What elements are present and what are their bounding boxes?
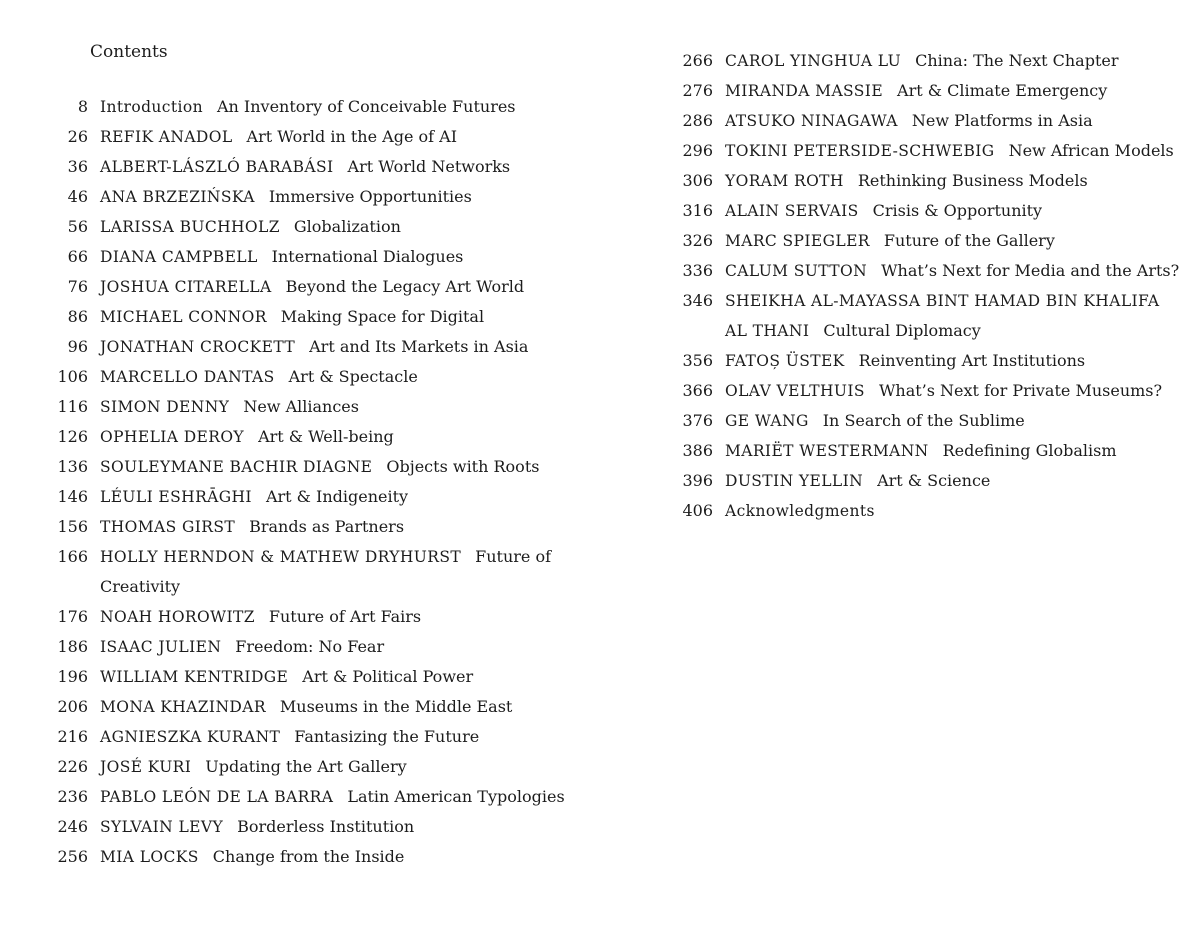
entry-text xyxy=(100,512,600,542)
toc-entry xyxy=(40,242,600,272)
author-name: SIMON DENNY xyxy=(100,398,230,416)
page-number: 326 xyxy=(682,231,713,250)
page-title: Contents xyxy=(90,42,168,62)
page-number: 186 xyxy=(57,637,88,656)
page-number: 156 xyxy=(57,517,88,536)
author-name: ALBERT-LÁSZLÓ BARABÁSI xyxy=(100,158,334,176)
toc-entry xyxy=(40,512,600,542)
toc-entry xyxy=(665,376,1185,406)
page-number: 66 xyxy=(67,247,88,266)
page-number: 366 xyxy=(682,381,713,400)
author-name: ISAAC JULIEN xyxy=(100,638,222,656)
author-name: REFIK ANADOL xyxy=(100,128,233,146)
author-name: SHEIKHA AL-MAYASSA BINT HAMAD BIN KHALIFA AL THANI xyxy=(725,292,1160,340)
page-number: 96 xyxy=(67,337,88,356)
entry-text xyxy=(100,452,600,482)
author-name: MIRANDA MASSIE xyxy=(725,82,884,100)
toc-entry xyxy=(40,302,600,332)
entry-text xyxy=(725,466,1185,496)
author-name: CAROL YINGHUA LU xyxy=(725,52,902,70)
chapter-title: Cultural Diplomacy xyxy=(823,321,981,340)
chapter-title: In Search of the Sublime xyxy=(822,411,1025,430)
entry-text xyxy=(725,46,1185,76)
toc-entry xyxy=(40,482,600,512)
chapter-title: Globalization xyxy=(293,217,401,236)
toc-entry xyxy=(40,542,600,602)
chapter-title: Art & Well-being xyxy=(258,427,394,446)
author-name: JOSÉ KURI xyxy=(100,758,192,776)
entry-text xyxy=(100,332,600,362)
author-name: SOULEYMANE BACHIR DIAGNE xyxy=(100,458,373,476)
chapter-title: Latin American Typologies xyxy=(347,787,565,806)
entry-text xyxy=(100,422,600,452)
page-number: 376 xyxy=(682,411,713,430)
page-number: 166 xyxy=(57,547,88,566)
toc-entry xyxy=(665,436,1185,466)
author-name: NOAH HOROWITZ xyxy=(100,608,255,626)
entry-text xyxy=(100,812,600,842)
chapter-title: Reinventing Art Institutions xyxy=(858,351,1086,370)
chapter-title: Museums in the Middle East xyxy=(279,697,513,716)
author-name: SYLVAIN LEVY xyxy=(100,818,224,836)
chapter-title: What’s Next for Media and the Arts? xyxy=(881,261,1180,280)
chapter-title: New Alliances xyxy=(243,397,359,416)
author-name: LARISSA BUCHHOLZ xyxy=(100,218,280,236)
author-name: Introduction xyxy=(100,98,203,116)
page-number: 36 xyxy=(67,157,88,176)
toc-entry xyxy=(40,182,600,212)
toc-entry xyxy=(40,632,600,662)
toc-entry xyxy=(665,286,1185,346)
toc-entry xyxy=(40,722,600,752)
page-number: 106 xyxy=(57,367,88,386)
entry-text xyxy=(100,632,600,662)
chapter-title: Change from the Inside xyxy=(212,847,405,866)
author-name: LÉULI ESHRĀGHI xyxy=(100,488,252,506)
page-number: 246 xyxy=(57,817,88,836)
chapter-title: Art & Science xyxy=(877,471,991,490)
toc-entry xyxy=(665,196,1185,226)
author-name: MARIËT WESTERMANN xyxy=(725,442,929,460)
toc-entry xyxy=(40,422,600,452)
entry-text xyxy=(100,212,600,242)
entry-text xyxy=(100,602,600,632)
page-number: 336 xyxy=(682,261,713,280)
toc-column-right xyxy=(665,46,1185,526)
author-name: FATOȘ ÜSTEK xyxy=(725,352,845,370)
author-name: ATSUKO NINAGAWA xyxy=(725,112,898,130)
toc-entry xyxy=(40,842,600,872)
entry-text xyxy=(100,92,600,122)
page-number: 396 xyxy=(682,471,713,490)
chapter-title: New African Models xyxy=(1008,141,1174,160)
author-name: MARCELLO DANTAS xyxy=(100,368,275,386)
author-name: GE WANG xyxy=(725,412,809,430)
author-name: JONATHAN CROCKETT xyxy=(100,338,296,356)
entry-text xyxy=(725,286,1185,346)
entry-text xyxy=(100,752,600,782)
page-number: 296 xyxy=(682,141,713,160)
entry-text xyxy=(725,226,1185,256)
page-number: 56 xyxy=(67,217,88,236)
toc-entry xyxy=(665,496,1185,526)
toc-entry xyxy=(665,466,1185,496)
toc-entry xyxy=(665,166,1185,196)
chapter-title: Art World Networks xyxy=(347,157,511,176)
author-name: MONA KHAZINDAR xyxy=(100,698,266,716)
entry-text xyxy=(100,542,600,602)
toc-entry xyxy=(665,76,1185,106)
toc-entry xyxy=(40,782,600,812)
toc-entry xyxy=(40,362,600,392)
author-name: JOSHUA CITARELLA xyxy=(100,278,272,296)
author-name: AGNIESZKA KURANT xyxy=(100,728,281,746)
toc-entry xyxy=(665,46,1185,76)
page-number: 276 xyxy=(682,81,713,100)
author-name: Acknowledgments xyxy=(725,502,875,520)
author-name: MICHAEL CONNOR xyxy=(100,308,267,326)
toc-entry xyxy=(40,332,600,362)
page-number: 386 xyxy=(682,441,713,460)
chapter-title: Future of Creativity xyxy=(100,547,552,596)
chapter-title: Redefining Globalism xyxy=(942,441,1117,460)
entry-text xyxy=(100,392,600,422)
page-number: 256 xyxy=(57,847,88,866)
page-number: 356 xyxy=(682,351,713,370)
page-number: 26 xyxy=(67,127,88,146)
page-number: 176 xyxy=(57,607,88,626)
page-number: 236 xyxy=(57,787,88,806)
page-number: 196 xyxy=(57,667,88,686)
page-number: 226 xyxy=(57,757,88,776)
toc-entry xyxy=(40,122,600,152)
page-number: 136 xyxy=(57,457,88,476)
entry-text xyxy=(725,376,1185,406)
chapter-title: Fantasizing the Future xyxy=(294,727,480,746)
page-number: 346 xyxy=(682,291,713,310)
page-number: 76 xyxy=(67,277,88,296)
author-name: WILLIAM KENTRIDGE xyxy=(100,668,289,686)
page-number: 286 xyxy=(682,111,713,130)
chapter-title: Freedom: No Fear xyxy=(235,637,385,656)
entry-text xyxy=(100,482,600,512)
entry-text xyxy=(725,346,1185,376)
page-number: 46 xyxy=(67,187,88,206)
page-number: 306 xyxy=(682,171,713,190)
entry-text xyxy=(725,76,1185,106)
author-name: MARC SPIEGLER xyxy=(725,232,870,250)
toc-entry xyxy=(665,106,1185,136)
chapter-title: Art & Spectacle xyxy=(288,367,418,386)
author-name: CALUM SUTTON xyxy=(725,262,868,280)
toc-entry xyxy=(40,92,600,122)
chapter-title: Art and Its Markets in Asia xyxy=(309,337,529,356)
author-name: OPHELIA DEROY xyxy=(100,428,245,446)
page-number: 216 xyxy=(57,727,88,746)
entry-text xyxy=(100,692,600,722)
entry-text xyxy=(100,842,600,872)
chapter-title: Brands as Partners xyxy=(249,517,405,536)
entry-text xyxy=(725,436,1185,466)
author-name: MIA LOCKS xyxy=(100,848,199,866)
page-number: 206 xyxy=(57,697,88,716)
chapter-title: Updating the Art Gallery xyxy=(205,757,407,776)
entry-text xyxy=(725,496,1185,526)
toc-entry xyxy=(40,692,600,722)
toc-entry xyxy=(665,346,1185,376)
entry-text xyxy=(725,106,1185,136)
author-name: THOMAS GIRST xyxy=(100,518,236,536)
chapter-title: Crisis & Opportunity xyxy=(872,201,1043,220)
toc-entry xyxy=(40,662,600,692)
author-name: DIANA CAMPBELL xyxy=(100,248,258,266)
toc-entry xyxy=(40,602,600,632)
chapter-title: Borderless Institution xyxy=(237,817,415,836)
entry-text xyxy=(725,196,1185,226)
chapter-title: What’s Next for Private Museums? xyxy=(878,381,1163,400)
chapter-title: Future of Art Fairs xyxy=(268,607,422,626)
author-name: HOLLY HERNDON & MATHEW DRYHURST xyxy=(100,548,462,566)
entry-text xyxy=(100,662,600,692)
entry-text xyxy=(725,406,1185,436)
toc-entry xyxy=(665,136,1185,166)
page-number: 116 xyxy=(57,397,88,416)
entry-text xyxy=(100,362,600,392)
entry-text xyxy=(100,182,600,212)
author-name: YORAM ROTH xyxy=(725,172,844,190)
chapter-title: Future of the Gallery xyxy=(883,231,1055,250)
page-number: 266 xyxy=(682,51,713,70)
author-name: DUSTIN YELLIN xyxy=(725,472,864,490)
chapter-title: An Inventory of Conceivable Futures xyxy=(216,97,516,116)
chapter-title: Objects with Roots xyxy=(386,457,540,476)
chapter-title: Art & Indigeneity xyxy=(265,487,409,506)
entry-text xyxy=(100,122,600,152)
chapter-title: International Dialogues xyxy=(271,247,464,266)
toc-entry xyxy=(665,256,1185,286)
page-number: 406 xyxy=(682,501,713,520)
entry-text xyxy=(100,782,600,812)
entry-text xyxy=(725,166,1185,196)
author-name: ALAIN SERVAIS xyxy=(725,202,859,220)
toc-entry xyxy=(40,452,600,482)
author-name: TOKINI PETERSIDE-SCHWEBIG xyxy=(725,142,995,160)
page-number: 316 xyxy=(682,201,713,220)
entry-text xyxy=(725,256,1185,286)
page-number: 126 xyxy=(57,427,88,446)
chapter-title: Beyond the Legacy Art World xyxy=(285,277,525,296)
author-name: PABLO LEÓN DE LA BARRA xyxy=(100,788,334,806)
toc-entry xyxy=(40,392,600,422)
chapter-title: Art & Climate Emergency xyxy=(897,81,1108,100)
entry-text xyxy=(100,722,600,752)
page-number: 86 xyxy=(67,307,88,326)
author-name: ANA BRZEZIŃSKA xyxy=(100,188,255,206)
page-number: 8 xyxy=(77,97,88,116)
toc-entry xyxy=(40,812,600,842)
page-number: 146 xyxy=(57,487,88,506)
toc-entry xyxy=(40,212,600,242)
chapter-title: New Platforms in Asia xyxy=(911,111,1093,130)
chapter-title: Art & Political Power xyxy=(302,667,474,686)
entry-text xyxy=(100,272,600,302)
toc-entry xyxy=(665,406,1185,436)
chapter-title: Rethinking Business Models xyxy=(857,171,1088,190)
entry-text xyxy=(725,136,1185,166)
toc-entry xyxy=(40,752,600,782)
toc-column-left xyxy=(40,92,600,872)
chapter-title: China: The Next Chapter xyxy=(915,51,1119,70)
toc-entry xyxy=(665,226,1185,256)
toc-entry xyxy=(40,272,600,302)
chapter-title: Art World in the Age of AI xyxy=(246,127,458,146)
chapter-title: Making Space for Digital xyxy=(280,307,485,326)
entry-text xyxy=(100,152,600,182)
entry-text xyxy=(100,302,600,332)
chapter-title: Immersive Opportunities xyxy=(268,187,472,206)
author-name: OLAV VELTHUIS xyxy=(725,382,865,400)
toc-entry xyxy=(40,152,600,182)
entry-text xyxy=(100,242,600,272)
